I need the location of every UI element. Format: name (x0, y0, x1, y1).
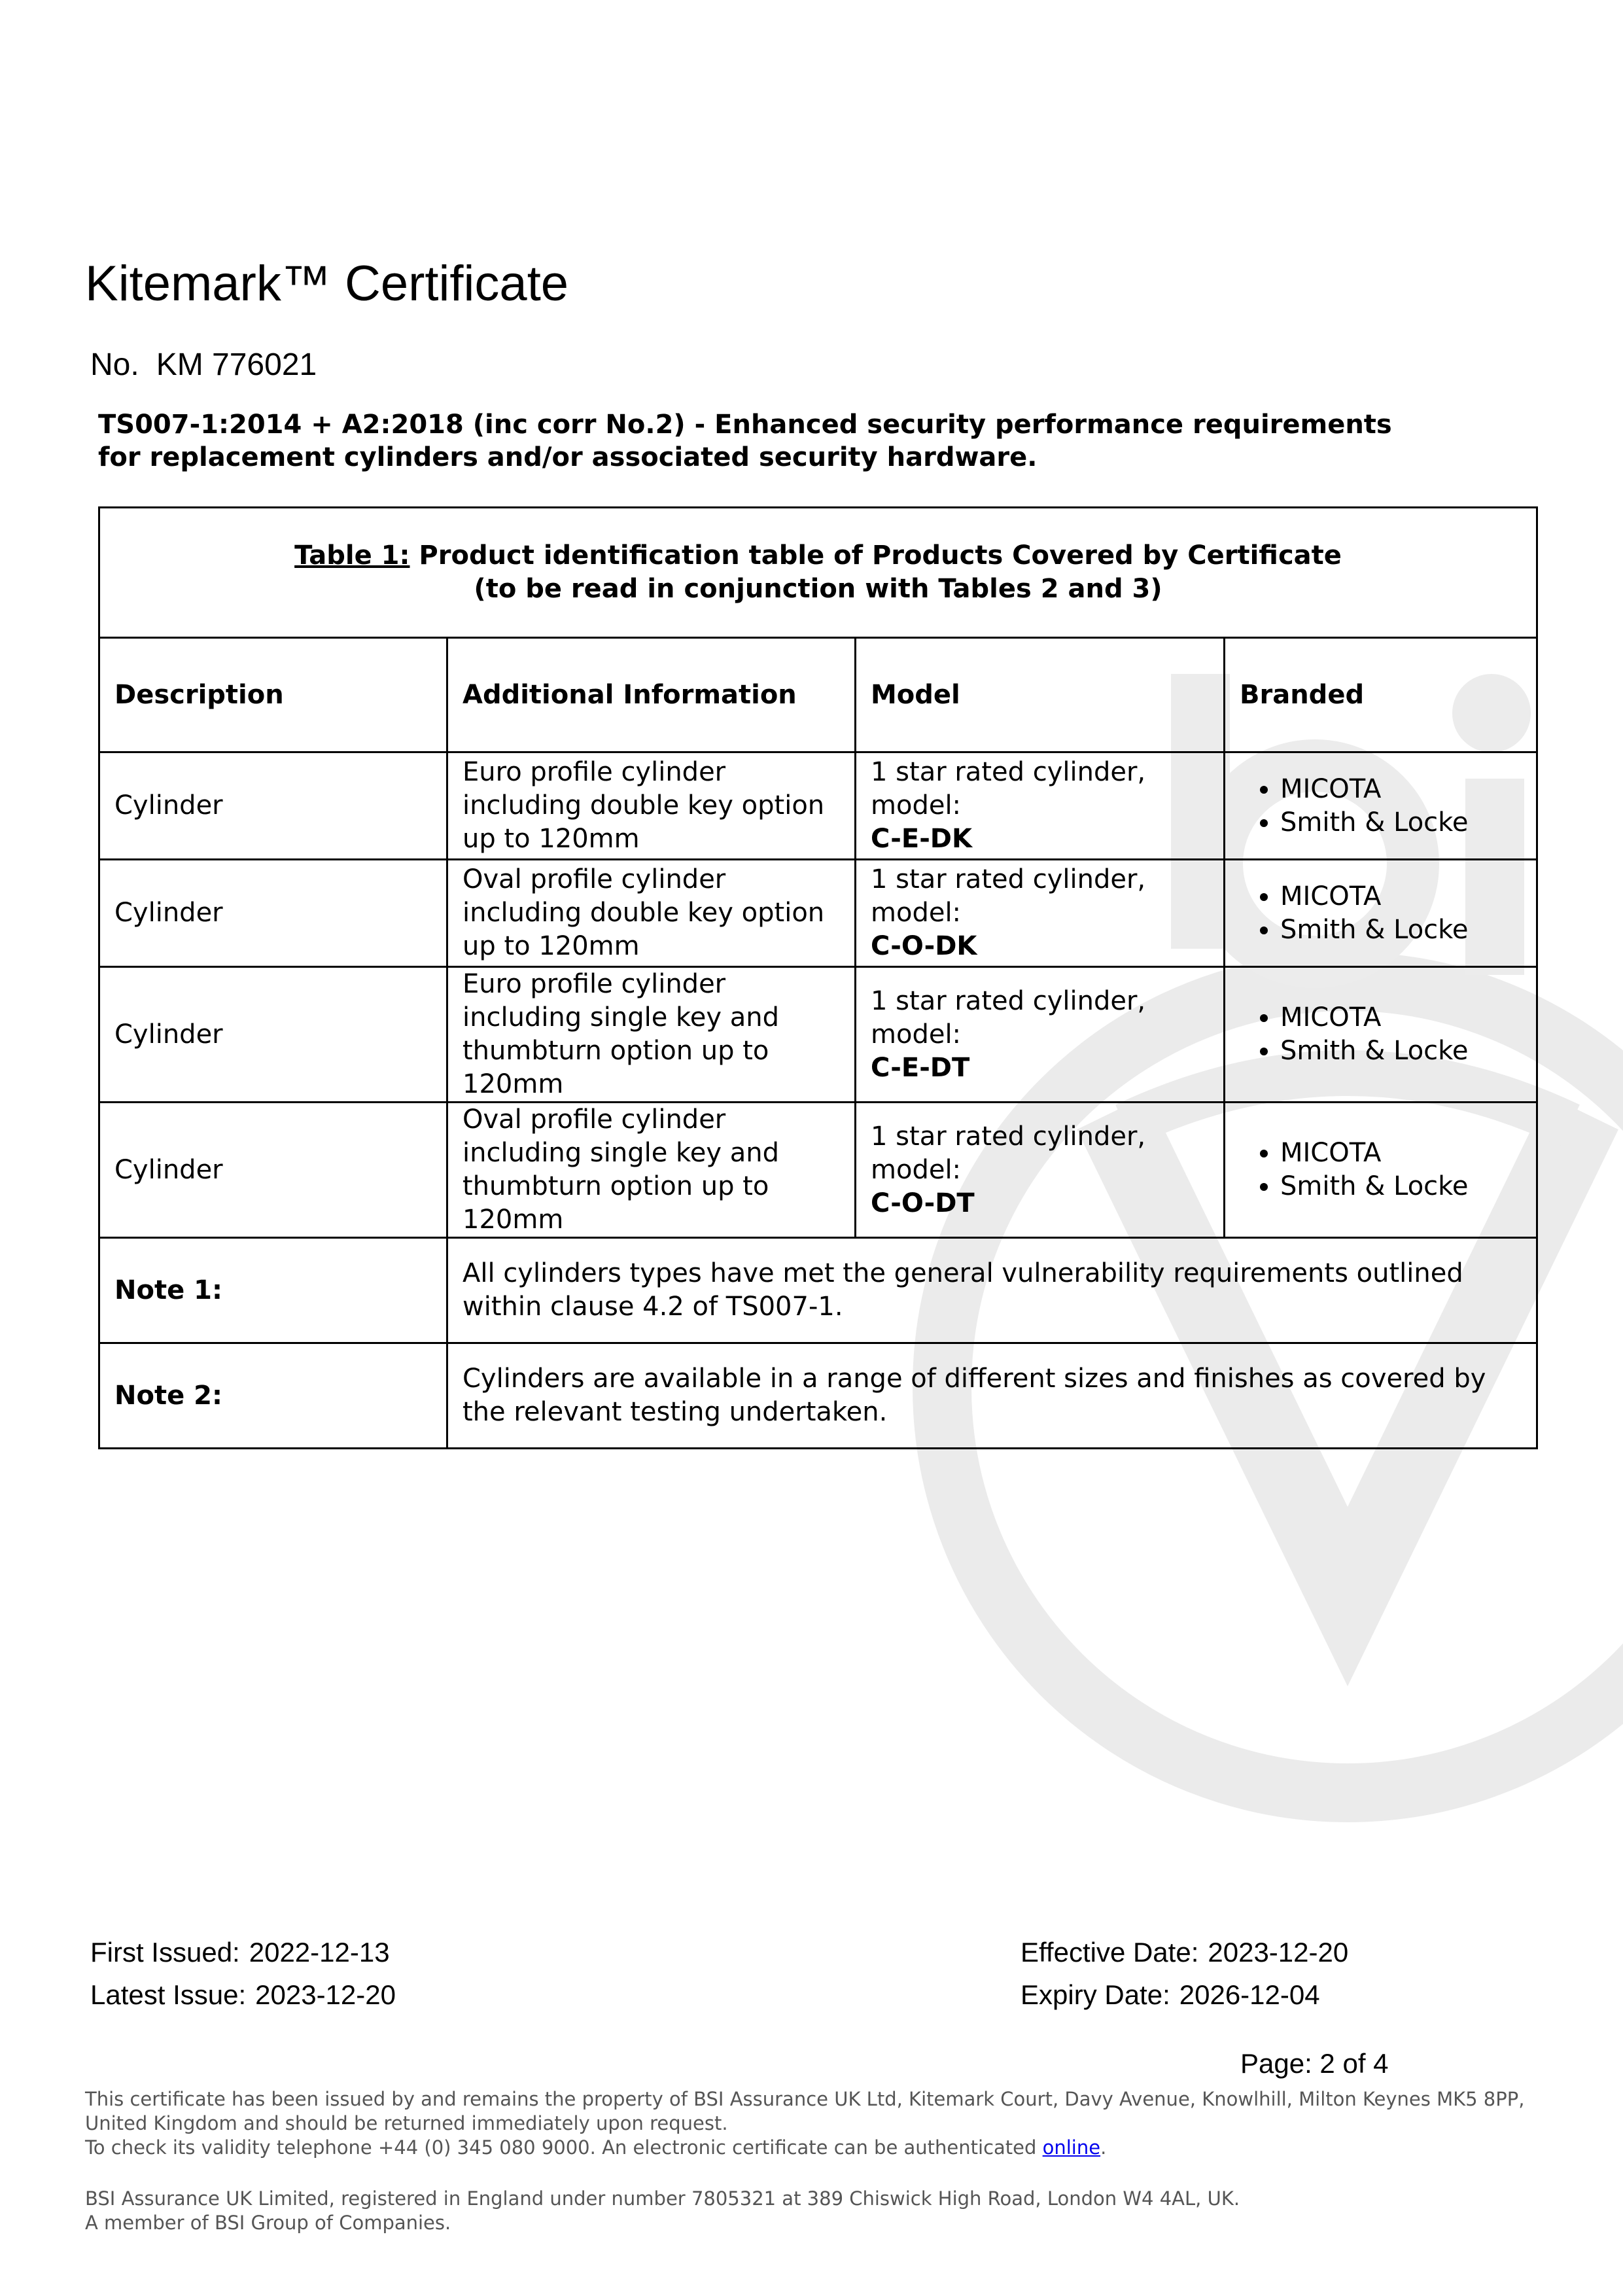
brand-item: • Smith & Locke (1280, 806, 1522, 839)
model-code: C-E-DK (871, 824, 972, 854)
description-cell: Cylinder (99, 1103, 447, 1238)
standard-title: TS007-1:2014 + A2:2018 (inc corr No.2) - Enhanced security performance requirements for replacement cylinders and/or associated security hardware. (98, 410, 1392, 472)
certificate-title: Kitemark™ Certificate (85, 256, 569, 311)
column-header: Branded (1225, 638, 1537, 752)
certificate-number (90, 347, 334, 383)
note-text: Cylinders are available in a range of different sizes and finishes as covered by the relevant testing undertaken. (447, 1343, 1537, 1449)
first-issued-value: 2022-12-13 (249, 1937, 390, 1968)
product-identification-table (98, 506, 1538, 1449)
description-cell: Cylinder (99, 860, 447, 967)
model-code: C-O-DK (871, 931, 977, 961)
note-row (99, 1238, 1537, 1343)
registered-office: BSI Assurance UK Limited, registered in England under number 7805321 at 389 Chiswick High Road, London W4 4AL, UK. (85, 2187, 1240, 2210)
first-issued-label: First Issued: (90, 1937, 240, 1968)
model-code: C-E-DT (871, 1052, 970, 1083)
table-row (99, 967, 1537, 1103)
table-caption-label: Table 1: (294, 540, 410, 571)
note-row (99, 1343, 1537, 1449)
info-cell: Oval profile cylinder including single key and thumbturn option up to 120mm (447, 1103, 856, 1238)
table-caption (99, 508, 1537, 638)
model-prefix: 1 star rated cylinder, model: (871, 985, 1146, 1050)
latest-issue-value: 2023-12-20 (255, 1979, 396, 2010)
column-header: Additional Information (447, 638, 856, 752)
effective-date (1021, 1937, 1348, 1968)
table-caption-text: Product identification table of Products Covered by Certificate (419, 540, 1342, 571)
column-header: Model (856, 638, 1225, 752)
brand-item: • Smith & Locke (1280, 1034, 1522, 1068)
brand-item: • Smith & Locke (1280, 913, 1522, 947)
model-prefix: 1 star rated cylinder, model: (871, 757, 1146, 821)
brands-cell (1225, 967, 1537, 1103)
note-text: All cylinders types have met the general vulnerability requirements outlined within clause 4.2 of TS007-1. (447, 1238, 1537, 1343)
validity-notice (85, 2136, 1544, 2160)
model-cell (856, 967, 1225, 1103)
brand-item: • MICOTA (1280, 1001, 1522, 1034)
brands-cell (1225, 1103, 1537, 1238)
validity-text: To check its validity telephone +44 (0) 345 080 9000. An electronic certificate can be authenticated (85, 2136, 1037, 2159)
brand-item: • MICOTA (1280, 1137, 1522, 1170)
expiry-date (1021, 1979, 1320, 2011)
table-caption-subtitle: (to be read in conjunction with Tables 2 and 3) (474, 574, 1162, 604)
effective-date-value: 2023-12-20 (1208, 1937, 1349, 1968)
table-header-row (99, 638, 1537, 752)
expiry-date-label: Expiry Date: (1021, 1979, 1170, 2010)
ownership-notice: This certificate has been issued by and remains the property of BSI Assurance UK Ltd, Kitemark Court, Davy Avenue, Knowlhill, Milton Keynes MK5 8PP, United Kingdom and should be returned immediately upon request. (85, 2088, 1525, 2134)
brand-item: • MICOTA (1280, 880, 1522, 913)
note-label: Note 1: (99, 1238, 447, 1343)
page-number: Page: 2 of 4 (1240, 2048, 1389, 2079)
info-cell: Euro profile cylinder including double key option up to 120mm (447, 752, 856, 860)
model-code: C-O-DT (871, 1188, 975, 1218)
model-prefix: 1 star rated cylinder, model: (871, 1121, 1146, 1185)
brands-cell (1225, 860, 1537, 967)
latest-issue-label: Latest Issue: (90, 1979, 247, 2010)
model-cell (856, 860, 1225, 967)
table-row (99, 1103, 1537, 1238)
certificate-number-value: KM 776021 (156, 347, 317, 382)
model-cell (856, 1103, 1225, 1238)
brand-item: • Smith & Locke (1280, 1170, 1522, 1203)
effective-date-label: Effective Date: (1021, 1937, 1199, 1968)
group-member: A member of BSI Group of Companies. (85, 2212, 451, 2234)
expiry-date-value: 2026-12-04 (1179, 1979, 1320, 2010)
model-prefix: 1 star rated cylinder, model: (871, 864, 1146, 928)
description-cell: Cylinder (99, 967, 447, 1103)
latest-issue (90, 1979, 396, 2011)
model-cell (856, 752, 1225, 860)
description-cell: Cylinder (99, 752, 447, 860)
brands-cell (1225, 752, 1537, 860)
first-issued (90, 1937, 390, 1968)
info-cell: Euro profile cylinder including single key and thumbturn option up to 120mm (447, 967, 856, 1103)
certificate-number-label: No. (90, 347, 139, 382)
brand-item: • MICOTA (1280, 773, 1522, 806)
table-row (99, 752, 1537, 860)
online-link[interactable]: online (1042, 2136, 1101, 2159)
table-row (99, 860, 1537, 967)
validity-period: . (1100, 2136, 1107, 2159)
column-header: Description (99, 638, 447, 752)
note-label: Note 2: (99, 1343, 447, 1449)
info-cell: Oval profile cylinder including double key option up to 120mm (447, 860, 856, 967)
